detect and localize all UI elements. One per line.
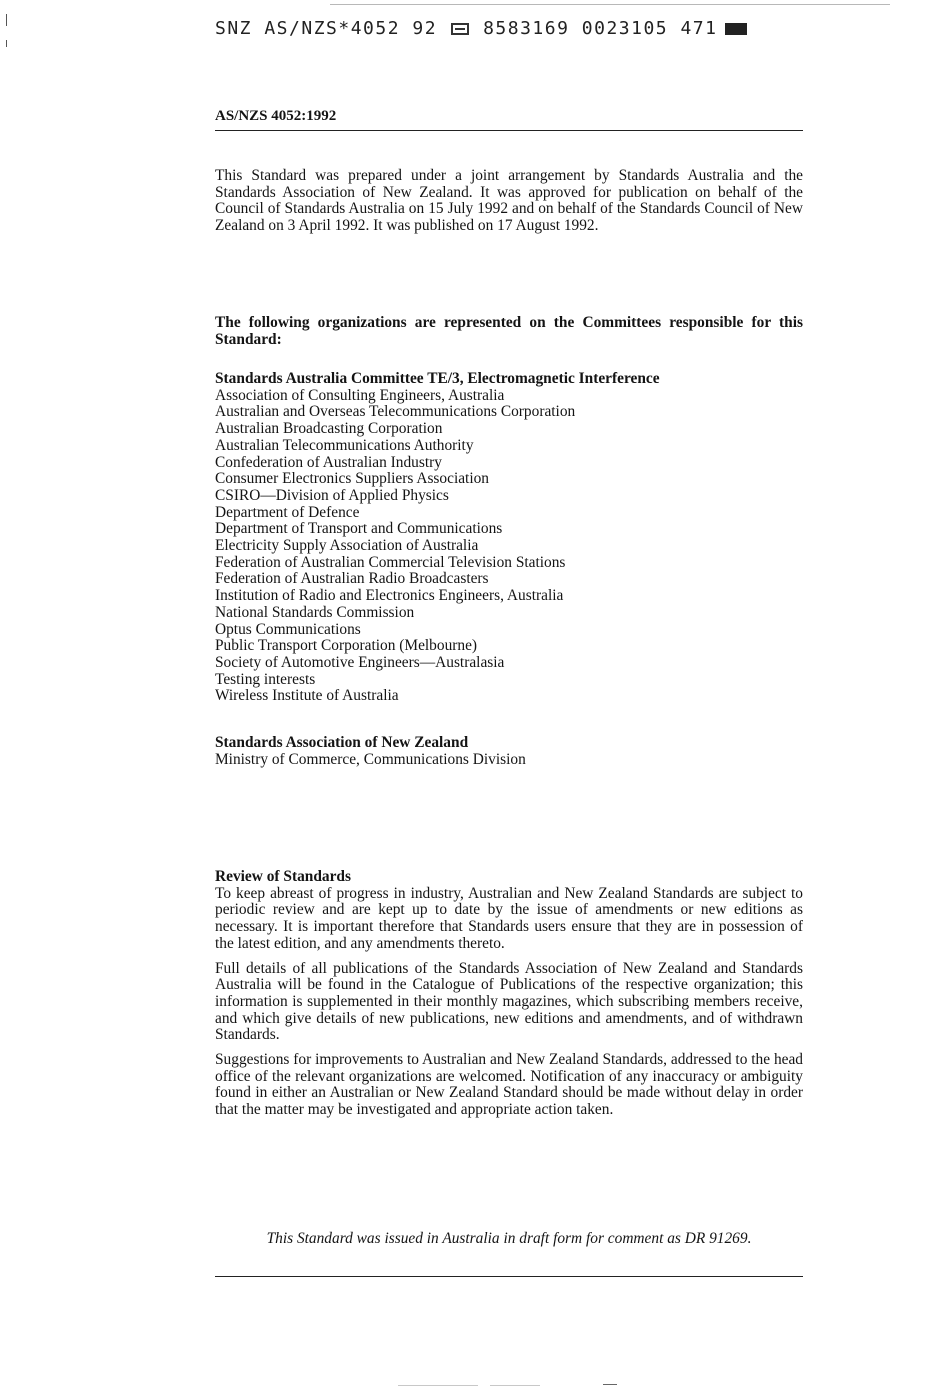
committee-nz [215,735,803,768]
header-rule [215,130,803,131]
scan-top-rule [330,4,890,5]
list-item: Federation of Australian Radio Broadcasters [215,570,489,588]
list-item: Testing interests [215,670,316,688]
list-item: Consumer Electronics Suppliers Association [215,470,490,488]
list-item: Institution of Radio and Electronics Engineers, Australia [215,587,564,605]
list-item: Australian and Overseas Telecommunications Corporation [215,403,576,421]
list-item: Federation of Australian Commercial Television Stations [215,553,566,571]
list-item: CSIRO—Division of Applied Physics [215,486,449,504]
scan-header-left-code: SNZ AS/NZS*4052 92 [215,18,438,39]
list-item: Public Transport Corporation (Melbourne) [215,637,478,655]
list-item: Australian Telecommunications Authority [215,436,474,454]
scan-margin-mark [6,40,7,47]
scan-bottom-mark [603,1384,617,1385]
preparation-paragraph: This Standard was prepared under a joint arrangement by Standards Australia and the Standards Association of New Zealand. It was approved for publication on behalf of the Council of Standards Australia on 15 July 1992 and on behalf of the Standards Council of New Zealand on 3 April 1992. It was published on 17 August 1992. [215,167,803,235]
list-item: Wireless Institute of Australia [215,687,399,705]
committee-nz-heading: Standards Association of New Zealand [215,734,469,751]
review-section [215,869,803,1127]
list-item: Australian Broadcasting Corporation [215,420,443,438]
list-item: Ministry of Commerce, Communications Division [215,750,526,768]
review-heading: Review of Standards [215,868,351,885]
standard-id: AS/NZS 4052:1992 [215,108,337,124]
scan-black-mark-icon [725,23,747,35]
committee-australia [215,371,803,705]
review-paragraph: To keep abreast of progress in industry, Australian and New Zealand Standards are subject to periodic review and are kept up to date by the issue of amendments or new editions as necessary. It is important therefore that Standards users ensure that they are in possession of the latest edition, and any amendments thereto. [215,884,803,952]
scan-header-right-code: 8583169 0023105 471 [483,18,718,39]
list-item: National Standards Commission [215,603,415,621]
list-item: Optus Communications [215,620,361,638]
scan-margin-mark [6,14,7,26]
footer-rule [215,1276,803,1277]
list-item: Department of Defence [215,503,360,521]
list-item: Confederation of Australian Industry [215,453,442,471]
list-item: Department of Transport and Communications [215,520,503,538]
list-item: Society of Automotive Engineers—Australasia [215,653,505,671]
list-item: Association of Consulting Engineers, Australia [215,386,505,404]
scan-bottom-mark [398,1385,478,1386]
barcode-box-icon [451,23,469,35]
review-paragraph: Suggestions for improvements to Australian and New Zealand Standards, addressed to the head office of the relevant organizations are welcomed. Notification of any inaccuracy or ambiguity found in either an Australian or New Zealand Standard should be made without delay in order that the matter may be investigated and appropriate action taken. [215,1051,803,1119]
review-paragraph: Full details of all publications of the Standards Association of New Zealand and Standards Australia will be found in the Catalogue of Publications of the respective organization; this information is supplemented in their monthly magazines, which subscribing members receive, and which give details of new publications, new editions and amendments, and of withdrawn Standards. [215,959,803,1044]
committee-australia-heading: Standards Australia Committee TE/3, Electromagnetic Interference [215,370,660,387]
list-item: Electricity Supply Association of Australia [215,537,479,555]
committee-nz-members [215,752,803,769]
scan-header [215,18,747,39]
draft-note: This Standard was issued in Australia in draft form for comment as DR 91269. [266,1230,752,1247]
scan-bottom-mark [490,1385,540,1386]
committee-australia-members [215,388,803,705]
organizations-intro: The following organizations are represented on the Committees responsible for this Standard: [215,314,803,348]
